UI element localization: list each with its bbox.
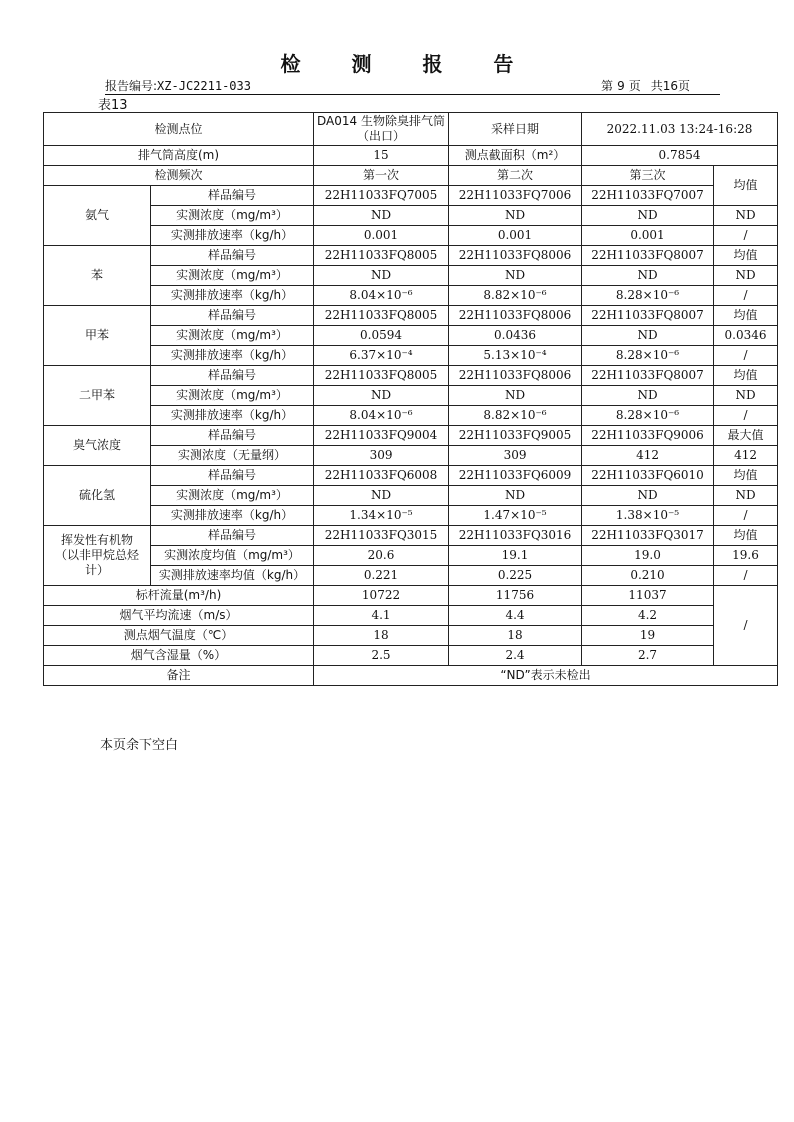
table-row [44,166,778,186]
cell: 0.001 [449,226,582,246]
cell: 0.001 [314,226,449,246]
cell: ND [582,386,714,406]
row-label: 实测浓度（mg/m³） [151,486,314,506]
row-label: 实测排放速率（kg/h） [151,226,314,246]
cell: 22H11033FQ8007 [582,306,714,326]
row-label: 烟气含湿量（%） [44,646,314,666]
cell: ND [582,206,714,226]
cell: / [714,406,778,426]
cell: ND [582,326,714,346]
cell: ND [714,386,778,406]
row-label: 实测浓度（mg/m³） [151,326,314,346]
cell: 22H11033FQ6009 [449,466,582,486]
cell: 22H11033FQ8005 [314,246,449,266]
cell: 1.38×10⁻⁵ [582,506,714,526]
cell: ND [314,386,449,406]
row-label: 实测排放速率（kg/h） [151,346,314,366]
cell: ND [314,206,449,226]
table-row [44,206,778,226]
cell: ND [449,386,582,406]
pollutant-name: 二甲苯 [44,366,151,426]
cell: 19.1 [449,546,582,566]
row-label: 样品编号 [151,526,314,546]
cell: 0.210 [582,566,714,586]
cell: 4.2 [582,606,714,626]
cell: 22H11033FQ8006 [449,306,582,326]
cell: 11037 [582,586,714,606]
date-value: 2022.11.03 13:24-16:28 [582,113,778,146]
cell: 309 [449,446,582,466]
table-row [44,186,778,206]
point-label: 检测点位 [44,113,314,146]
page-prefix: 第 [601,79,614,93]
cell: 2.5 [314,646,449,666]
cell: / [714,346,778,366]
cell: 22H11033FQ8007 [582,366,714,386]
cell: ND [449,266,582,286]
cell: 22H11033FQ3016 [449,526,582,546]
cell: 22H11033FQ9004 [314,426,449,446]
row-label: 样品编号 [151,186,314,206]
table-row [44,666,778,686]
table-row [44,606,778,626]
cell: 22H11033FQ8006 [449,246,582,266]
report-number [105,77,251,94]
freq-label: 检测频次 [44,166,314,186]
page-total: 共16页 [650,79,690,93]
table-row [44,446,778,466]
cell: 18 [449,626,582,646]
row-label: 实测排放速率（kg/h） [151,506,314,526]
cell: 309 [314,446,449,466]
table-row [44,566,778,586]
row-label: 样品编号 [151,246,314,266]
cell: 19 [582,626,714,646]
table-row [44,346,778,366]
footer-note: 本页余下空白 [100,738,179,753]
cell: 均值 [714,526,778,546]
cell: 8.82×10⁻⁶ [449,406,582,426]
cell: 22H11033FQ7007 [582,186,714,206]
run-2: 第二次 [449,166,582,186]
table-row [44,506,778,526]
cell: 5.13×10⁻⁴ [449,346,582,366]
cell: 412 [714,446,778,466]
pollutant-name: 硫化氢 [44,466,151,526]
cell: / [714,226,778,246]
avg-label: 均值 [714,166,778,206]
cell: / [714,506,778,526]
cell: 1.47×10⁻⁵ [449,506,582,526]
cell: 18 [314,626,449,646]
detection-table [43,112,778,686]
table-row [44,426,778,446]
row-label: 实测排放速率均值（kg/h） [151,566,314,586]
cell: 0.0594 [314,326,449,346]
cell: 8.04×10⁻⁶ [314,406,449,426]
cell: 最大值 [714,426,778,446]
cell: 4.1 [314,606,449,626]
page-info [597,77,690,94]
cell: 22H11033FQ6008 [314,466,449,486]
cell: 2.7 [582,646,714,666]
cell: 6.37×10⁻⁴ [314,346,449,366]
table-row [44,406,778,426]
cell: 10722 [314,586,449,606]
height-label: 排气筒高度(m) [44,146,314,166]
cell: 22H11033FQ7005 [314,186,449,206]
height-value: 15 [314,146,449,166]
remark-label: 备注 [44,666,314,686]
cell: 20.6 [314,546,449,566]
table-row [44,546,778,566]
pollutant-name: 臭气浓度 [44,426,151,466]
cell: 0.0346 [714,326,778,346]
cell: 22H11033FQ9005 [449,426,582,446]
cell: 均值 [714,366,778,386]
cell: ND [582,266,714,286]
pollutant-name: 挥发性有机物（以非甲烷总烃计） [44,526,151,586]
report-title: 检 测 报 告 [280,52,536,76]
cell: ND [714,486,778,506]
cell: 22H11033FQ9006 [582,426,714,446]
table-row [44,306,778,326]
cell: 0.221 [314,566,449,586]
row-label: 标杆流量(m³/h) [44,586,314,606]
area-value: 0.7854 [582,146,778,166]
cell: 8.28×10⁻⁶ [582,406,714,426]
cell: 22H11033FQ8005 [314,306,449,326]
cell: 412 [582,446,714,466]
table-row [44,486,778,506]
cell: 22H11033FQ7006 [449,186,582,206]
pollutant-name: 苯 [44,246,151,306]
row-label: 测点烟气温度（℃） [44,626,314,646]
pollutant-name: 氨气 [44,186,151,246]
cell: 8.28×10⁻⁶ [582,346,714,366]
area-label: 测点截面积（m²） [449,146,582,166]
row-label: 实测浓度（mg/m³） [151,386,314,406]
table-row [44,146,778,166]
cell: 22H11033FQ3015 [314,526,449,546]
cell: / [714,566,778,586]
table-row [44,226,778,246]
table-row [44,526,778,546]
row-label: 实测排放速率（kg/h） [151,286,314,306]
row-label: 样品编号 [151,306,314,326]
cell: ND [314,266,449,286]
table-row [44,246,778,266]
row-label: 实测浓度均值（mg/m³） [151,546,314,566]
page-mid: 页 [628,79,641,93]
table-row [44,266,778,286]
cell: ND [714,206,778,226]
report-number-label: 报告编号: [105,79,158,93]
cell: ND [449,486,582,506]
cell: ND [714,266,778,286]
cell: 2.4 [449,646,582,666]
cell: 8.82×10⁻⁶ [449,286,582,306]
cell: 19.0 [582,546,714,566]
table-row [44,386,778,406]
cell: ND [314,486,449,506]
cell: / [714,286,778,306]
run-3: 第三次 [582,166,714,186]
cell: 0.225 [449,566,582,586]
cell: 4.4 [449,606,582,626]
row-label: 样品编号 [151,426,314,446]
table-row [44,286,778,306]
table-row [44,366,778,386]
row-label: 实测排放速率（kg/h） [151,406,314,426]
date-label: 采样日期 [449,113,582,146]
cell: 均值 [714,246,778,266]
cell: ND [582,486,714,506]
table-row [44,646,778,666]
report-number-value: XZ-JC2211-033 [157,79,251,93]
row-label: 实测浓度（无量纲） [151,446,314,466]
cell: 22H11033FQ8006 [449,366,582,386]
table-row [44,586,778,606]
cell: 均值 [714,306,778,326]
row-label: 样品编号 [151,466,314,486]
cell: 19.6 [714,546,778,566]
cell: / [714,586,778,666]
report-meta-line [105,76,720,95]
cell: 均值 [714,466,778,486]
table-row [44,466,778,486]
table-row [44,626,778,646]
row-label: 样品编号 [151,366,314,386]
pollutant-name: 甲苯 [44,306,151,366]
cell: 1.34×10⁻⁵ [314,506,449,526]
cell: ND [449,206,582,226]
row-label: 实测浓度（mg/m³） [151,206,314,226]
row-label: 烟气平均流速（m/s） [44,606,314,626]
remark-value: “ND”表示未检出 [314,666,778,686]
table-row [44,326,778,346]
cell: 11756 [449,586,582,606]
page-number: 9 [617,79,625,93]
table-number: 表13 [98,98,128,113]
cell: 22H11033FQ3017 [582,526,714,546]
cell: 0.001 [582,226,714,246]
cell: 0.0436 [449,326,582,346]
cell: 22H11033FQ8007 [582,246,714,266]
table-row [44,113,778,146]
cell: 22H11033FQ8005 [314,366,449,386]
cell: 22H11033FQ6010 [582,466,714,486]
row-label: 实测浓度（mg/m³） [151,266,314,286]
cell: 8.28×10⁻⁶ [582,286,714,306]
point-value: DA014 生物除臭排气筒（出口） [314,113,449,146]
cell: 8.04×10⁻⁶ [314,286,449,306]
run-1: 第一次 [314,166,449,186]
